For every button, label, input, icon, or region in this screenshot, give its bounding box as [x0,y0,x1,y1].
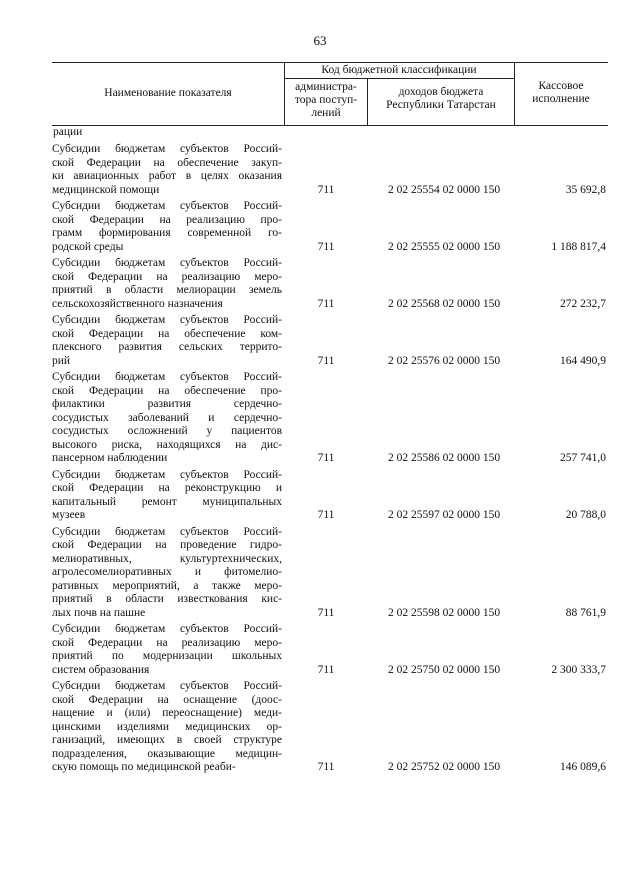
cash-execution-amount: 146 089,6 [560,761,606,773]
cash-execution-amount: 2 300 333,7 [551,663,606,676]
administrator-code: 711 [317,297,335,310]
table-row [52,526,608,621]
indicator-name [52,680,282,775]
header-budget-revenue: доходов бюджета Республики Татарстан [386,86,496,111]
revenue-code: 2 02 25568 02 0000 150 [387,297,501,310]
indicator-name-line: грамм формирования современной го- [52,227,282,239]
indicator-name-line: сельскохозяйственного назначения [52,297,223,310]
header-revenue-administrator: администра- тора поступ- лений [294,81,358,119]
budget-table [52,62,608,778]
indicator-name [52,257,282,311]
indicator-name-line: пансерном наблюдении [52,452,168,464]
indicator-name [52,314,282,368]
indicator-name-line: агролесомелиоративных и фитомелио- [52,566,282,578]
administrator-code: 711 [317,606,335,619]
indicator-name-line: ки авиационных работ в целях оказания [52,170,282,182]
table-row [52,371,608,466]
revenue-code: 2 02 25555 02 0000 150 [387,240,501,253]
revenue-code: 2 02 25752 02 0000 150 [387,761,501,773]
table-body [52,143,608,775]
cash-execution-amount: 164 490,9 [560,354,606,367]
revenue-code: 2 02 25750 02 0000 150 [387,663,501,676]
indicator-name-line: рий [52,354,71,367]
revenue-code: 2 02 25586 02 0000 150 [387,452,501,464]
administrator-code: 711 [317,452,335,464]
indicator-name-line: приятий в области известкования кис- [52,593,282,605]
indicator-name [52,623,282,677]
cash-execution-amount: 272 232,7 [560,297,606,310]
indicator-name-line: ской Федерации на реализацию про- [52,213,282,226]
indicator-name-line: ской Федерации на оснащение (доос- [52,693,282,706]
indicator-name-line: ганизаций, имеющих в своей структуре [52,734,282,746]
table-row [52,314,608,368]
indicator-name-line: нащение и (или) переоснащение) меди- [52,707,282,719]
revenue-code: 2 02 25554 02 0000 150 [387,183,501,196]
administrator-code: 711 [317,183,335,196]
indicator-name-line: скую помощь по медицинской реаби- [52,761,236,773]
indicator-name [52,200,282,254]
header-indicator-name: Наименование показателя [104,87,232,99]
indicator-name-line: систем образования [52,663,150,676]
administrator-code: 711 [317,354,335,367]
revenue-code: 2 02 25597 02 0000 150 [387,509,501,521]
administrator-code: 711 [317,663,335,676]
indicator-name [52,371,282,466]
indicator-name-line: филактики развития сердечно- [52,398,282,410]
carryover-text: рации [53,126,83,138]
cash-execution-amount: 1 188 817,4 [551,240,606,253]
indicator-name-line: мелиоративных, культуртехнических, [52,552,282,565]
header-divider [284,78,514,79]
header-cash-execution: Кассовое исполнение [532,80,590,105]
indicator-name-line: ской Федерации на обеспечение закуп- [52,156,282,169]
indicator-name [52,526,282,621]
administrator-code: 711 [317,509,335,521]
indicator-name-line: Субсидии бюджетам субъектов Россий- [52,257,282,269]
indicator-name-line: Субсидии бюджетам субъектов Россий- [52,314,282,326]
indicator-name-line: ративных мероприятий, а также меро- [52,579,282,592]
table-header [52,62,608,126]
indicator-name-line: Субсидии бюджетам субъектов Россий- [52,680,282,692]
cash-execution-amount: 88 761,9 [565,606,606,619]
indicator-name-line: ской Федерации на реализацию меро- [52,270,282,283]
indicator-name-line: высокого риска, находящихся на дис- [52,438,282,451]
cash-execution-amount: 20 788,0 [565,509,606,521]
indicator-name [52,143,282,197]
indicator-name-line: музеев [52,509,86,521]
table-row [52,257,608,311]
indicator-name-line: ской Федерации на обеспечение про- [52,384,282,397]
indicator-name-line: медицинской помощи [52,183,160,196]
indicator-name-line: подразделения, оказывающие медицин- [52,747,282,760]
indicator-name [52,469,282,523]
indicator-name-line: ской Федерации на обеспечение ком- [52,327,282,340]
indicator-name-line: ской Федерации на реконструкцию и [52,482,282,494]
table-row [52,200,608,254]
indicator-name-line: Субсидии бюджетам субъектов Россий- [52,143,282,155]
header-budget-classification-code: Код бюджетной классификации [321,64,477,76]
indicator-name-line: сосудистых осложнений у пациентов [52,425,282,437]
table-row [52,143,608,197]
indicator-name-line: Субсидии бюджетам субъектов Россий- [52,623,282,635]
indicator-name-line: Субсидии бюджетам субъектов Россий- [52,468,282,481]
indicator-name-line: приятий по модернизации школьных [52,650,282,662]
cash-execution-amount: 35 692,8 [565,183,606,196]
indicator-name-line: лых почв на пашне [52,606,146,619]
indicator-name-line: Субсидии бюджетам субъектов Россий- [52,525,282,538]
indicator-name-line: Субсидии бюджетам субъектов Россий- [52,200,282,212]
page-number: 63 [313,33,327,48]
table-row [52,623,608,677]
indicator-name-line: ской Федерации на проведение гидро- [52,539,282,551]
table-row [52,469,608,523]
indicator-name-line: приятий в области мелиорации земель [52,284,282,296]
indicator-name-line: цинскими изделиями медицинских ор- [52,720,282,733]
administrator-code: 711 [317,240,335,253]
administrator-code: 711 [317,761,335,773]
indicator-name-line: сосудистых заболеваний и сердечно- [52,411,282,424]
table-row [52,680,608,775]
indicator-name-line: родской среды [52,240,124,253]
revenue-code: 2 02 25598 02 0000 150 [387,606,501,619]
indicator-name-line: ской Федерации на реализацию меро- [52,636,282,649]
indicator-name-line: Субсидии бюджетам субъектов Россий- [52,371,282,383]
indicator-name-line: плексного развития сельских террито- [52,341,282,353]
indicator-name-line: капитальный ремонт муниципальных [52,495,282,508]
revenue-code: 2 02 25576 02 0000 150 [387,354,501,367]
cash-execution-amount: 257 741,0 [560,452,606,464]
